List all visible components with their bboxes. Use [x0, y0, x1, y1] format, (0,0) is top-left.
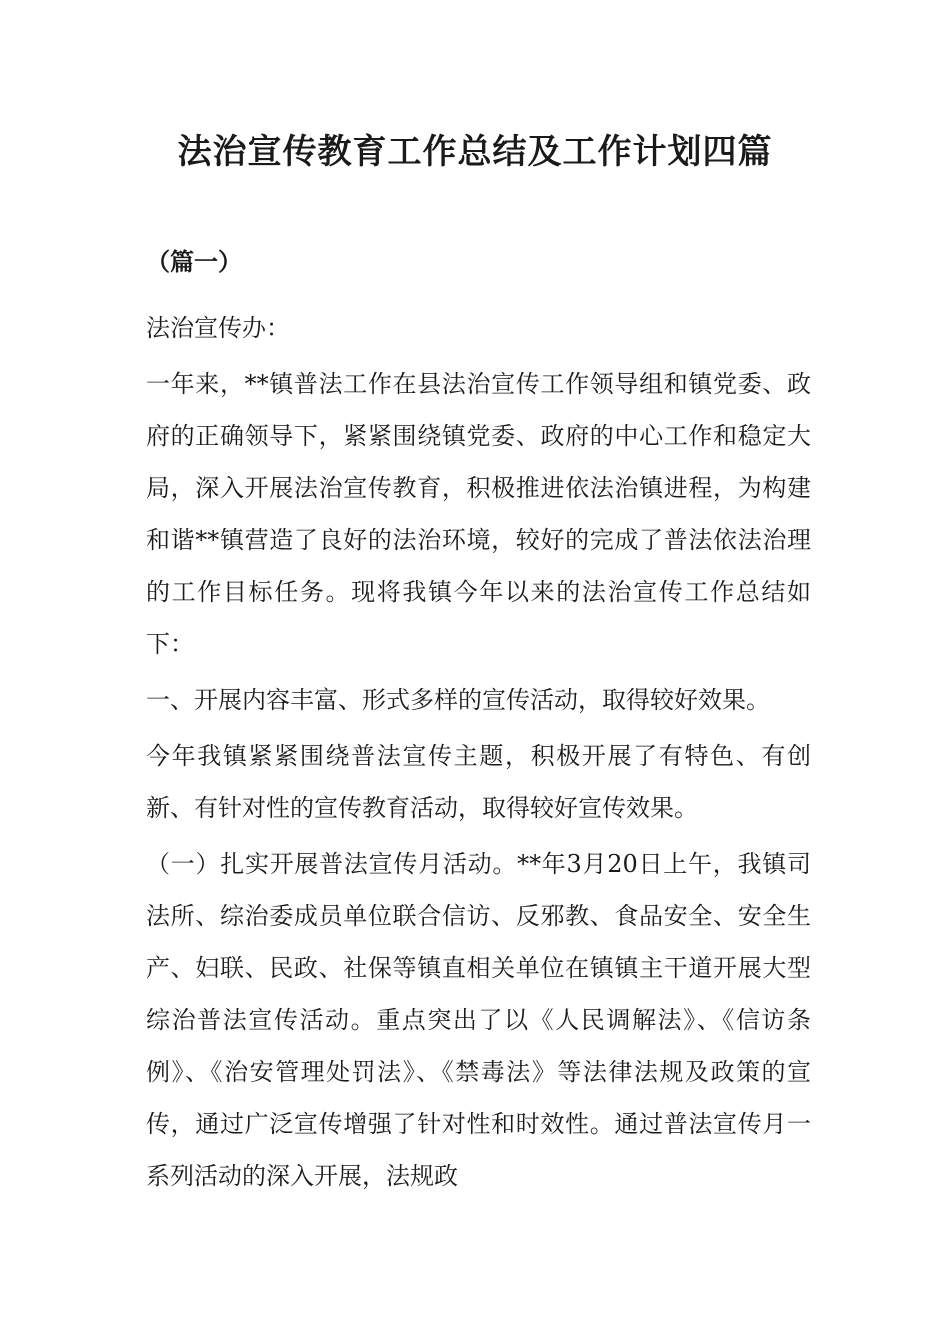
- document-body: [146, 302, 811, 1206]
- heading-paragraph: 一、开展内容丰富、形式多样的宣传活动，取得较好效果。: [146, 686, 770, 714]
- salutation-paragraph: 法治宣传办：: [146, 314, 290, 342]
- detail-paragraph: （一）扎实开展普法宣传月活动。**年3月20日上午，我镇司法所、综治委成员单位联合信访、反邪教、食品安全、安全生产、妇联、民政、社保等镇直相关单位在镇镇主干道开展大型综治普法宣传活动。重点突出了以《人民调解法》、《信访条例》、《治安管理处罚法》、《禁毒法》等法律法规及政策的宣传，通过广泛宣传增强了针对性和时效性。通过普法宣传月一系列活动的深入开展，法规政: [146, 850, 811, 1190]
- document-title: 法治宣传教育工作总结及工作计划四篇: [177, 132, 773, 172]
- summary-paragraph: 今年我镇紧紧围绕普法宣传主题，积极开展了有特色、有创新、有针对性的宣传教育活动，取得较好宣传效果。: [146, 742, 811, 822]
- section-label: （篇一）: [146, 247, 242, 276]
- intro-paragraph: 一年来，**镇普法工作在县法治宣传工作领导组和镇党委、政府的正确领导下，紧紧围绕镇党委、政府的中心工作和稳定大局，深入开展法治宣传教育，积极推进依法治镇进程，为构建和谐**镇营造了良好的法治环境，较好的完成了普法依法治理的工作目标任务。现将我镇今年以来的法治宣传工作总结如下：: [146, 370, 811, 658]
